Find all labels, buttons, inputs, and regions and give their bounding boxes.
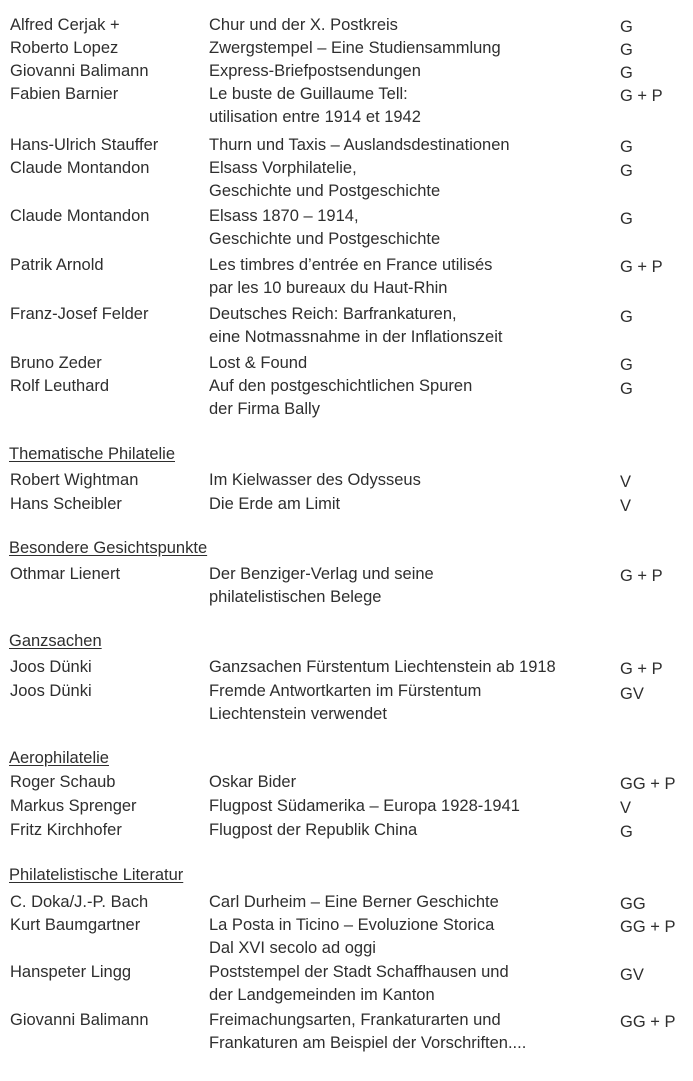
entry-title-line: der Firma Bally [209,400,320,418]
section-heading: Ganzsachen [9,632,102,650]
entry-title-line: Auf den postgeschichtlichen Spuren [209,377,473,395]
entry-grade: V [620,497,632,515]
entry-title-line: Elsass Vorphilatelie, [209,159,357,177]
section-heading: Philatelistische Literatur [9,866,184,884]
entry-title-line: Poststempel der Stadt Schaffhausen und [209,963,509,981]
entry-author: Claude Montandon [10,207,150,225]
entry-title-line: utilisation entre 1914 et 1942 [209,108,421,126]
entry-title-line: Liechtenstein verwendet [209,705,387,723]
entry-author: Claude Montandon [10,159,150,177]
entry-title-line: Carl Durheim – Eine Berner Geschichte [209,893,499,911]
entry-title-line: Deutsches Reich: Barfrankaturen, [209,305,457,323]
entry-author: Bruno Zeder [10,354,102,372]
entry-title-line: Geschichte und Postgeschichte [209,230,441,248]
entry-author: Hanspeter Lingg [10,963,132,981]
entry-grade: GV [620,966,644,984]
entry-grade: G + P [620,258,663,276]
entry-grade: V [620,473,632,491]
entry-title-line: eine Notmassnahme in der Inflationszeit [209,328,503,346]
entry-grade: GV [620,685,644,703]
entry-title-line: Zwergstempel – Eine Studiensammlung [209,39,501,57]
entry-title-line: Frankaturen am Beispiel der Vorschriften.... [209,1034,527,1052]
entry-title-line: Freimachungsarten, Frankaturarten und [209,1011,501,1029]
entry-author: Giovanni Balimann [10,1011,149,1029]
entry-author: Joos Dünki [10,658,92,676]
entry-title-line: Flugpost Südamerika – Europa 1928-1941 [209,797,520,815]
entry-title-line: Fremde Antwortkarten im Fürstentum [209,682,482,700]
entry-grade: G [620,823,633,841]
entry-author: Rolf Leuthard [10,377,110,395]
entry-author: Fabien Barnier [10,85,119,103]
entry-title-line: par les 10 bureaux du Haut-Rhin [209,279,448,297]
entry-title-line: Elsass 1870 – 1914, [209,207,359,225]
entry-author: Roger Schaub [10,773,116,791]
entry-title-line: Flugpost der Republik China [209,821,418,839]
entry-title-line: Die Erde am Limit [209,495,341,513]
entry-title-line: Geschichte und Postgeschichte [209,182,441,200]
entry-author: Joos Dünki [10,682,92,700]
entry-grade: G [620,41,633,59]
entry-grade: G [620,308,633,326]
entry-author: Hans Scheibler [10,495,122,513]
entry-grade: G [620,138,633,156]
entry-author: Kurt Baumgartner [10,916,141,934]
entry-grade: G [620,356,633,374]
entry-title-line: Lost & Found [209,354,308,372]
entry-author: Alfred Cerjak + [10,16,120,34]
entry-grade: V [620,799,632,817]
section-heading: Besondere Gesichtspunkte [9,539,208,557]
entry-title-line: Oskar Bider [209,773,297,791]
entry-title-line: philatelistischen Belege [209,588,382,606]
entry-title-line: Les timbres d’entrée en France utilisés [209,256,493,274]
entry-author: Patrik Arnold [10,256,104,274]
entry-grade: G + P [620,660,663,678]
entry-grade: G + P [620,567,663,585]
entry-author: Giovanni Balimann [10,62,149,80]
entry-title-line: der Landgemeinden im Kanton [209,986,435,1004]
entry-grade: GG + P [620,775,676,793]
entry-grade: G [620,380,633,398]
entry-author: Roberto Lopez [10,39,119,57]
entry-grade: G [620,210,633,228]
entry-author: Markus Sprenger [10,797,137,815]
entry-grade: GG [620,895,646,913]
entry-grade: G [620,162,633,180]
entry-title-line: Express-Briefpostsendungen [209,62,421,80]
entry-grade: GG + P [620,918,676,936]
section-heading: Aerophilatelie [9,749,109,767]
entry-title-line: Im Kielwasser des Odysseus [209,471,421,489]
entry-author: Hans-Ulrich Stauffer [10,136,159,154]
section-heading: Thematische Philatelie [9,445,175,463]
entry-author: C. Doka/J.-P. Bach [10,893,149,911]
entry-grade: G [620,18,633,36]
entry-author: Othmar Lienert [10,565,121,583]
entry-grade: GG + P [620,1013,676,1031]
entry-grade: G + P [620,87,663,105]
entry-grade: G [620,64,633,82]
entry-title-line: Le buste de Guillaume Tell: [209,85,408,103]
entry-title-line: Ganzsachen Fürstentum Liechtenstein ab 1918 [209,658,556,676]
entry-author: Robert Wightman [10,471,139,489]
entry-author: Franz-Josef Felder [10,305,149,323]
entry-title-line: Der Benziger-Verlag und seine [209,565,434,583]
entry-title-line: Dal XVI secolo ad oggi [209,939,376,957]
entry-author: Fritz Kirchhofer [10,821,122,839]
entry-title-line: Thurn und Taxis – Auslandsdestinationen [209,136,510,154]
entry-title-line: Chur und der X. Postkreis [209,16,398,34]
entry-title-line: La Posta in Ticino – Evoluzione Storica [209,916,495,934]
